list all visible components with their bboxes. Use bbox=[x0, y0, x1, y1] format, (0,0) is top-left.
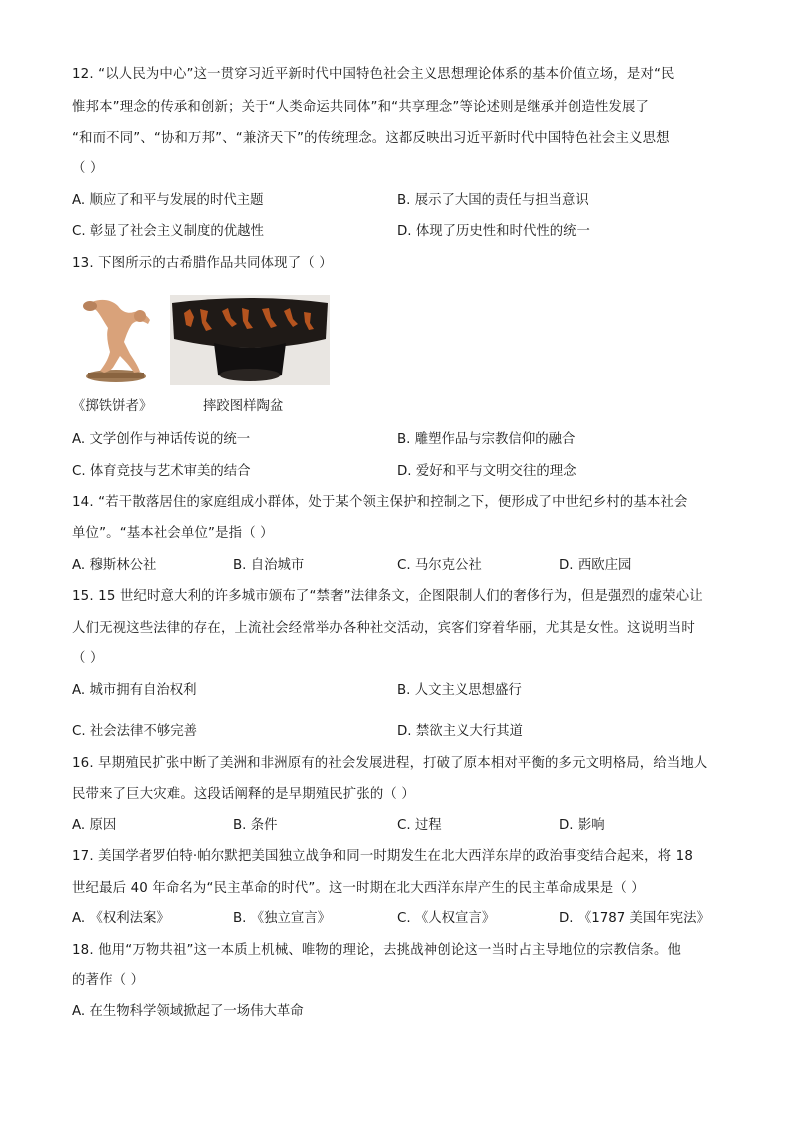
q14-option-b: B. 自治城市 bbox=[233, 558, 305, 573]
q12-line-3: “和而不同”、“协和万邦”、“兼济天下”的传统理念。这都反映出习近平新时代中国特色社会主义思想 bbox=[72, 131, 670, 146]
q12-option-d: D. 体现了历史性和时代性的统一 bbox=[397, 224, 590, 239]
q15-line-2: 人们无视这些法律的存在，上流社会经常举办各种社交活动，宾客们穿着华丽，尤其是女性。这说明当时 bbox=[72, 621, 695, 636]
q14-option-c: C. 马尔克公社 bbox=[397, 558, 482, 573]
q12-line-4: （ ） bbox=[72, 161, 104, 176]
q17-line-2: 世纪最后 40 年命名为“民主革命的时代”。这一时期在北大西洋东岸产生的民主革命成果是（ ） bbox=[72, 881, 645, 896]
q15-line-1: 15. 15 世纪时意大利的许多城市颁布了“禁奢”法律条文，企图限制人们的奢侈行为，但是强烈的虚荣心让 bbox=[72, 589, 703, 604]
q13-option-c: C. 体育竞技与艺术审美的结合 bbox=[72, 464, 251, 479]
q15-option-c: C. 社会法律不够完善 bbox=[72, 724, 197, 739]
q16-option-c: C. 过程 bbox=[397, 818, 442, 833]
q15-option-b: B. 人文主义思想盛行 bbox=[397, 683, 522, 698]
q13-stem: 13. 下图所示的古希腊作品共同体现了（ ） bbox=[72, 256, 333, 271]
q13-caption-pottery: 摔跤图样陶盆 bbox=[203, 399, 284, 414]
q12-option-a: A. 顺应了和平与发展的时代主题 bbox=[72, 193, 264, 208]
q17-option-c: C. 《人权宣言》 bbox=[397, 911, 496, 926]
q17-option-a: A. 《权利法案》 bbox=[72, 911, 170, 926]
q13-option-b: B. 雕塑作品与宗教信仰的融合 bbox=[397, 432, 576, 447]
q17-option-d: D. 《1787 美国年宪法》 bbox=[559, 911, 710, 926]
q14-line-1: 14. “若干散落居住的家庭组成小群体，处于某个领主保护和控制之下，便形成了中世纪乡村的基本社会 bbox=[72, 495, 688, 510]
q17-option-b: B. 《独立宣言》 bbox=[233, 911, 332, 926]
q12-line-1: 12. “以人民为中心”这一贯穿习近平新时代中国特色社会主义思想理论体系的基本价值立场，是对“民 bbox=[72, 67, 675, 82]
q13-option-d: D. 爱好和平与文明交往的理念 bbox=[397, 464, 577, 479]
q17-line-1: 17. 美国学者罗伯特·帕尔默把美国独立战争和同一时期发生在北大西洋东岸的政治事变结合起来，将 18 bbox=[72, 849, 694, 864]
q15-option-d: D. 禁欲主义大行其道 bbox=[397, 724, 523, 739]
q14-line-2: 单位”。“基本社会单位”是指（ ） bbox=[72, 526, 274, 541]
q16-option-a: A. 原因 bbox=[72, 818, 117, 833]
q16-option-b: B. 条件 bbox=[233, 818, 278, 833]
q12-line-2: 惟邦本”理念的传承和创新；关于“人类命运共同体”和“共享理念”等论述则是继承并创造性发展了 bbox=[72, 100, 650, 115]
q12-option-c: C. 彰显了社会主义制度的优越性 bbox=[72, 224, 264, 239]
q16-option-d: D. 影响 bbox=[559, 818, 605, 833]
q16-line-2: 民带来了巨大灾难。这段话阐释的是早期殖民扩张的（ ） bbox=[72, 787, 415, 802]
q12-option-b: B. 展示了大国的责任与担当意识 bbox=[397, 193, 589, 208]
q18-line-1: 18. 他用“万物共祖”这一本质上机械、唯物的理论，去挑战神创论这一当时占主导地位的宗教信条。他 bbox=[72, 943, 682, 958]
q14-option-d: D. 西欧庄园 bbox=[559, 558, 632, 573]
q18-line-2: 的著作（ ） bbox=[72, 973, 145, 988]
q16-line-1: 16. 早期殖民扩张中断了美洲和非洲原有的社会发展进程，打破了原本相对平衡的多元文明格局，给当地人 bbox=[72, 756, 708, 771]
q15-line-3: （ ） bbox=[72, 651, 104, 666]
q13-option-a: A. 文学创作与神话传说的统一 bbox=[72, 432, 251, 447]
q14-option-a: A. 穆斯林公社 bbox=[72, 558, 157, 573]
wrestling-pottery-image bbox=[170, 295, 330, 385]
q13-caption-discobolus: 《掷铁饼者》 bbox=[72, 399, 153, 414]
q15-option-a: A. 城市拥有自治权利 bbox=[72, 683, 197, 698]
q18-option-a: A. 在生物科学领域掀起了一场伟大革命 bbox=[72, 1004, 304, 1019]
discobolus-statue-image bbox=[78, 296, 160, 386]
